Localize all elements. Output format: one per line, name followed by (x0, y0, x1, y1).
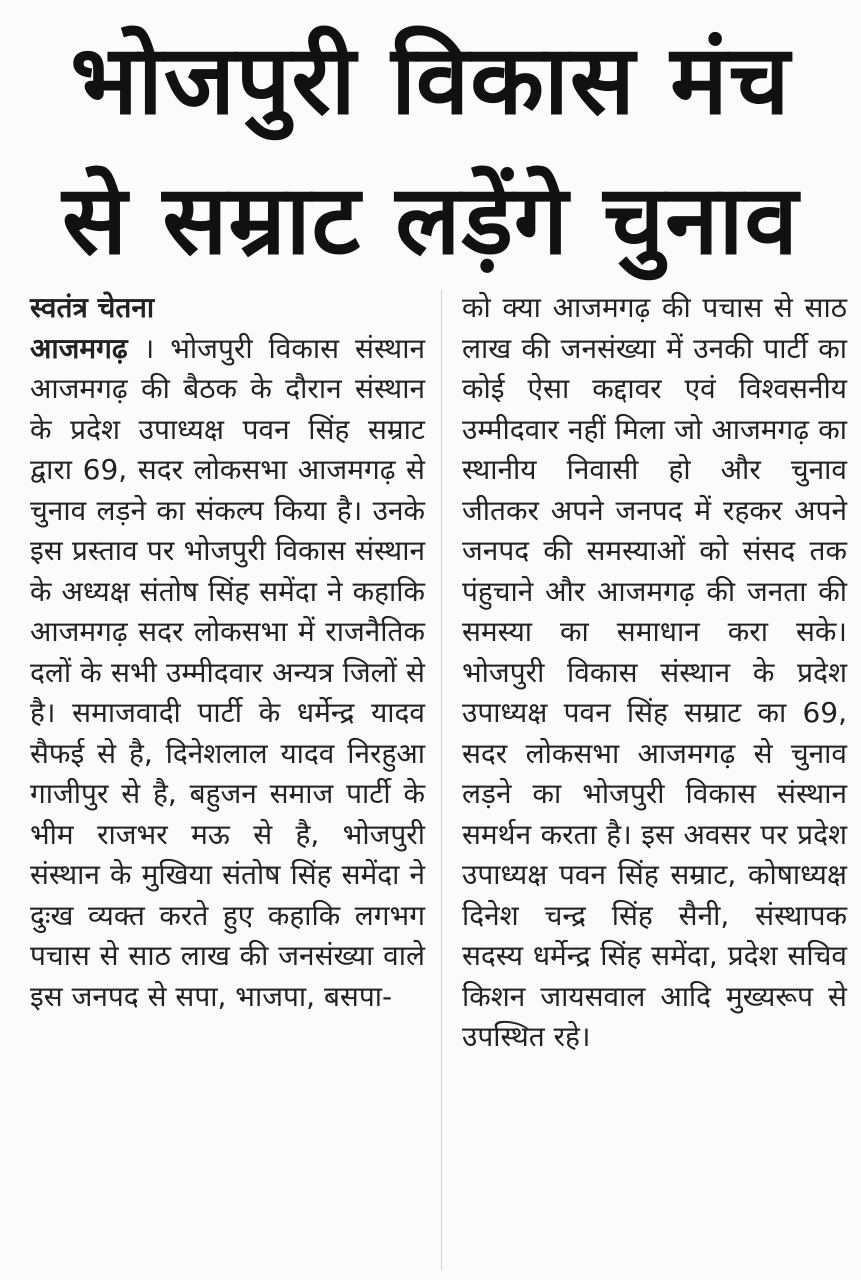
article-body-left: । भोजपुरी विकास संस्थान आजमगढ़ की बैठक के दौरान संस्थान के प्रदेश उपाध्यक्ष पवन सिंह सम्राट द्वारा 69, सदर लोकसभा आजमगढ़ से चुनाव लड़ने का संकल्प किया है। उनके इस प्रस्ताव पर भोजपुरी विकास संस्थान के अध्यक्ष संतोष सिंह समेंदा ने कहाकि आजमगढ़ सदर लोकसभा में राजनैतिक दलों के सभी उम्मीदवार अन्यत्र जिलों से है। समाजवादी पार्टी के धर्मेन्द्र यादव सैफई से है, दिनेशलाल यादव निरहुआ गाजीपुर से है, बहुजन समाज पार्टी के भीम राजभर मऊ से है, भोजपुरी संस्थान के मुखिया संतोष सिंह समेंदा ने दुःख व्यक्त करते हुए कहाकि लगभग पचास से साठ लाख की जनसंख्या वाले इस जनपद से सपा, भाजपा, बसपा- (30, 331, 425, 1013)
article-column-left (30, 288, 425, 1017)
dateline: आजमगढ़ (30, 331, 128, 365)
headline-line-2: से सम्राट लड़ेंगे चुनाव (62, 164, 799, 276)
column-divider (441, 290, 442, 1270)
byline: स्वतंत्र चेतना (30, 291, 155, 324)
headline-line-1: भोजपुरी विकास मंच (70, 24, 791, 136)
headline (20, 10, 841, 290)
article-column-right (462, 288, 847, 1058)
article-body-right: को क्या आजमगढ़ की पचास से साठ लाख की जनसंख्या में उनकी पार्टी का कोई ऐसा कद्दावर एवं विश्वसनीय उम्मीदवार नहीं मिला जो आजमगढ़ का स्थानीय निवासी हो और चुनाव जीतकर अपने जनपद में रहकर अपने जनपद की समस्याओं को संसद तक पंहुचाने और आजमगढ़ की जनता की समस्या का समाधान करा सके। भोजपुरी विकास संस्थान के प्रदेश उपाध्यक्ष पवन सिंह सम्राट का 69, सदर लोकसभा आजमगढ़ से चुनाव लड़ने का भोजपुरी विकास संस्थान समर्थन करता है। इस अवसर पर प्रदेश उपाध्यक्ष पवन सिंह सम्राट, कोषाध्यक्ष दिनेश चन्द्र सिंह सैनी, संस्थापक सदस्य धर्मेन्द्र सिंह समेंदा, प्रदेश सचिव किशन जायसवाल आदि मुख्यरूप से उपस्थित रहे। (462, 291, 847, 1053)
